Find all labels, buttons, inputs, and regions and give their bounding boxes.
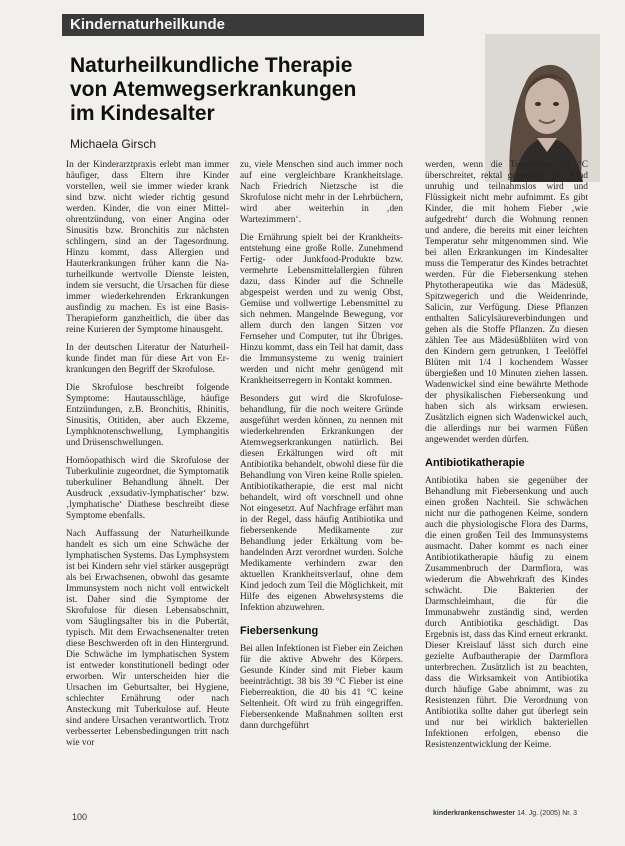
- journal-footer: [433, 810, 577, 817]
- journal-issue: 14. Jg. (2005) Nr. 3: [517, 810, 577, 817]
- paragraph: Die Ernährung spielt bei der Krankheitsentstehung eine große Rolle. Zunehmend Fertig- oder Junkfood-Produkte bzw. vermehrte Lebensmittelallergien führen dazu, dass Kinder auf die Schnelle abgespeist werden und zu wenig Obst, Gemüse und vollwertige Lebensmittel zu sich nehmen. Mangelnde Bewegung, vor allem durch den langen Sitzen vor Fernseher und Computer, tut ihr Übriges. Hinzu kommt, dass ein Teil hat damit, dass die Immunsysteme zu wenig trainiert werden und nicht mehr genügend mit Krankheitserregern in Kontakt kommen.: [240, 233, 403, 386]
- paragraph: Die Skrofulose beschreibt folgende Symptome: Hautausschläge, häufige Entzündungen, z.B. Bronchitis, Rhinitis, Sinusitis, Otitiden, aber auch Ekzeme, Lymphknotenschwellung, Lymphangitis und Drüsenschwellungen.: [66, 383, 229, 448]
- section-heading-fiebersenkung: Fiebersenkung: [240, 625, 319, 637]
- text-column-3: [425, 160, 588, 810]
- rubric-label: Kindernaturheilkunde: [70, 16, 226, 33]
- journal-name: kinderkrankenschwester: [433, 810, 516, 817]
- article-title: [70, 54, 425, 126]
- paragraph: In der deutschen Literatur der Naturheilkunde findet man für diese Art von Erkrankungen den Begriff der Skrofulose.: [66, 343, 229, 375]
- paragraph: Nach Auffassung der Naturheilkunde handelt es sich um eine Schwäche der lymphatischen Systems. Das Lymphsystem ist bei Kindern sehr viel stärker ausgeprägt als bei Erwachsenen, obwohl das gesamte Immunsystem noch nicht voll entwickelt ist. Daher sind die Symptome der Skrofulose für diesen Lebensabschnitt, vom Säuglingsalter bis in die Pubertät, typisch. Mit dem Erwachsenenalter treten diese Beschwerden oft in den Hintergrund. Die Schwäche im lymphatischen System ist entweder konstitutionell bedingt oder erworben. Wir unterscheiden hier die Ursachen im Geburtsalter, bei Hygiene, schlechter Ernährung oder nach Ansteckung mit Tuberkulose auf. Heute sind andere Ursachen verantwortlich. Trotz verbesserter Lebensbedingungen tritt nach wie vor: [66, 529, 229, 748]
- paragraph: Bei allen Infektionen ist Fieber ein Zeichen für die aktive Abwehr des Körpers. Gesunde Kinder sind mit Fieber kaum beeinträchtigt. 38 bis 39 °C Fieber ist eine Fieberreaktion, die 40 bis 41 °C keine Seltenheit. Oft wird zu früh eingegriffen. Fiebersenkende Maßnahmen sollten erst dann durchgeführt: [240, 644, 403, 731]
- text-column-1: [66, 160, 229, 820]
- title-line: im Kindesalter: [70, 102, 215, 125]
- author-name: Michaela Girsch: [70, 137, 157, 151]
- title-line: Naturheilkundliche Therapie: [70, 54, 353, 77]
- paragraph: Besonders gut wird die Skrofulosebehandlung, für die noch weitere Gründe ausgeführt werden können, zu nennen mit wiederkehrenden Erkrankungen der Atemwegserkrankungen natürlich. Bei diesen Erkältungen wird oft mit Antibiotika behandelt, obwohl diese für die Behandlung von Viren keine Rolle spielen. Antibiotikatherapie, die erst mal nicht behandelt, wird oft vorschnell und ohne Not eingesetzt. Auf Nachfrage erfährt man in der Regel, dass häufig Antibiotika und fiebersenkende Medikamente zur Behandlung jeder Erkältung vom behandelnden Arzt verordnet wurden. Solche Medikamente verhindern zwar den aktuellen Krankheitsverlauf, ohne dem Kind jedoch zum Teil die Möglichkeit, mit Hilfe des eigenen Abwehrsystems die Infektion abzuwehren.: [240, 394, 403, 613]
- paragraph: In der Kinderarztpraxis erlebt man immer häufiger, dass Eltern ihre Kinder vorstellen, weil sie immer wieder krank sind bzw. nicht wieder richtig gesund werden. Kinder, die von einer Mittelohrentzündung, von einer Angina oder Sinusitis bzw. Bronchitis zur nächsten schlingern, sind an der Tagesordnung. Hinzu kommt, dass Allergien und Hauterkrankungen früher kann die Naturheilkunde wertvolle Dienste leisten, indem sie versucht, die Ursachen für diese immer wiederkehrenden Erkrankungen ausfindig zu machen. Es ist eine Basis-Therapieform ganzheitlich, die über das reine Kurieren der Symptome hinausgeht.: [66, 160, 229, 335]
- paragraph: Antibiotika haben sie gegenüber der Behandlung mit Fiebersenkung und auch einen großen Nachteil. Sie schwächen nicht nur die pathogenen Keime, sondern auch die physiologische Flora des Darms, die einen großen Teil des Immunsystems ausmacht. Daher kommt es nach einer Antibiotikatherapie häufig zu einem Zusammenbruch der Darmflora, was wiederum die Abwehrkraft des Kindes schwächt. Die Bakterien der Darmschleimhaut, die für die Immunabwehr zuständig sind, werden durch Antibiotika geschädigt. Das Ergebnis ist, dass das Kind erneut erkrankt. Dieser Kreislauf lässt sich durch eine gezielte Aufbautherapie der Darmflora unterbrechen. Zusätzlich ist zu beachten, dass die Wirksamkeit von Antibiotika durch häufige Gabe abnimmt, was zu Resistenzen führt. Die Verordnung von Antibiotika sollte daher gut überlegt sein und nur bei wirklich bakteriellen Infektionen erfolgen, ebenso die Resistenzentwicklung der Keime.: [425, 476, 588, 750]
- page-number: 100: [72, 812, 88, 822]
- paragraph: zu, viele Menschen sind auch immer noch auf eine vergleichbare Krankheitslage. Nach Friedrich Nietzsche ist die Skrofulose nicht mehr in der Lehrbüchern, wird aber weiterhin in ‚den Wartezimmern‘.: [240, 160, 403, 225]
- paragraph: Homöopathisch wird die Skrofulose der Tuberkulinie zugeordnet, die Symptomatik tuberkuliner Behandlung ähnelt. Der Ausdruck ‚exsudativ-lymphatischer‘ bzw. ‚lymphatische‘ Diathese beschreibt diese Symptome ebenfalls.: [66, 456, 229, 521]
- paragraph: werden, wenn die Temperatur 39 °C überschreitet, rektal gemessen, das Kind unruhig und teilnahmslos wird und Flüssigkeit nicht mehr aufnimmt. Es gibt Kinder, die mit hohem Fieber ‚wie aufgedreht‘ durch die Wohnung rennen und andere, die bereits mit einer leichten Temperatur sehr mitgenommen sind. Wie bei allen Erkrankungen im Kindesalter muss die Temperatur des Kindes betrachtet werden. Für die Fiebersenkung stehen Phytotherapeutika wie das Mädesüß, Spitzwegerich und die Weidenrinde, Salicin, zur Verfügung. Diese Pflanzen enthalten Salicylsäureverbindungen und gehen als die Stoffe Pflanzen. Zu diesen zählen Tee aus Mädesüßblüten wird von den Kindern gern getrunken, 1 Teelöffel Blüten mit 1/4 l kochendem Wasser übergießen und 10 Minuten ziehen lassen. Wadenwickel sind eine bewährte Methode der physikalischen Fiebersenkung und haben sich als wirksam erwiesen. Zusätzlich eignen sich Wadenwickel auch, die allerdings nur bei warmen Füßen angewendet werden dürfen.: [425, 160, 588, 445]
- text-column-2: [240, 160, 403, 820]
- title-line: von Atemwegserkrankungen: [70, 78, 357, 101]
- section-heading-antibiotikatherapie: Antibiotikatherapie: [425, 457, 525, 469]
